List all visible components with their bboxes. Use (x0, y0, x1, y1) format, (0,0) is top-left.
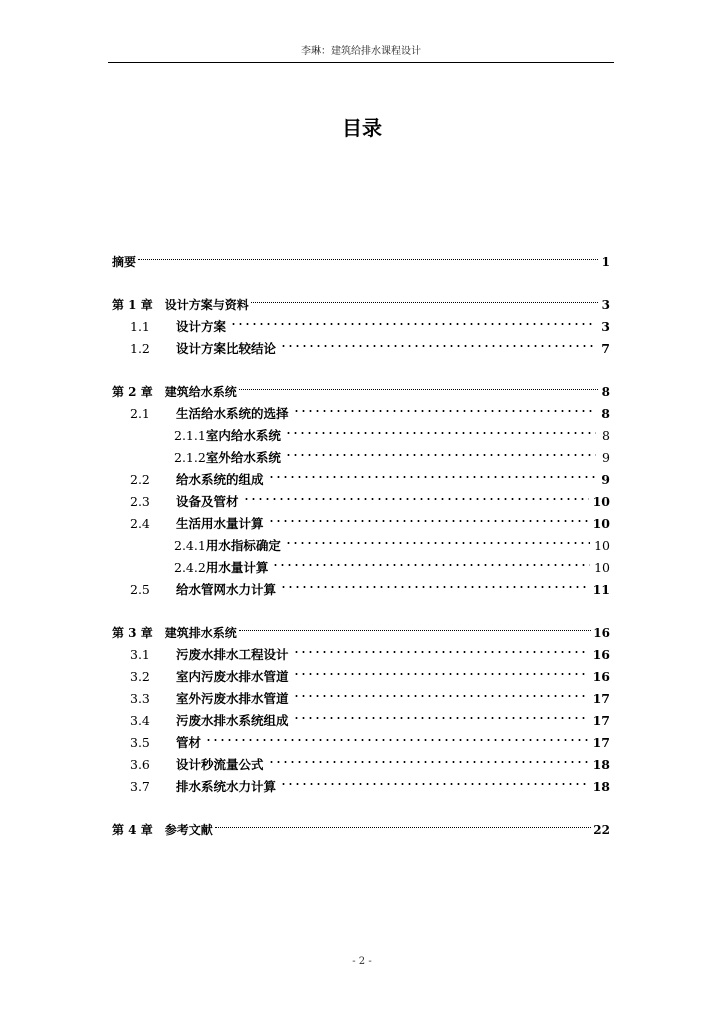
toc-subsection-number: 2.1.1 (174, 428, 206, 443)
toc-entry-label: 室外污废水排水管道 (176, 691, 289, 706)
dot-leader (266, 506, 591, 528)
dot-leader (266, 747, 591, 769)
dot-leader (203, 725, 591, 747)
toc-page-number: 10 (592, 494, 610, 509)
toc-page-number: 18 (592, 779, 610, 794)
toc-section-number: 3.5 (130, 735, 150, 750)
toc-entry-label: 设计秒流量公式 (176, 757, 264, 772)
toc-page-number: 17 (592, 691, 610, 706)
toc-page-number: 1 (601, 255, 610, 269)
toc-page-number: 18 (592, 757, 610, 772)
toc-section-number: 2.3 (130, 494, 150, 509)
toc-page-number: 10 (594, 560, 610, 575)
page-title: 目录 (342, 116, 382, 140)
dot-leader (291, 637, 591, 659)
page-footer (0, 956, 724, 967)
toc-entry-label: 室内给水系统 (205, 428, 281, 443)
dot-leader (228, 309, 598, 331)
dot-leader (270, 550, 592, 572)
toc-chapter-number: 第 4 章 (112, 823, 153, 837)
toc-page-number: 8 (601, 385, 610, 399)
toc-subsection-number: 2.4.1 (174, 538, 206, 553)
toc-entry-label: 用水指标确定 (205, 538, 281, 553)
toc-section-number: 2.2 (130, 472, 150, 487)
toc-page-number: 10 (592, 516, 610, 531)
dot-leader (278, 769, 591, 791)
toc-section-number: 3.1 (130, 647, 150, 662)
toc-page-number: 17 (592, 713, 610, 728)
table-of-contents (112, 244, 610, 837)
dot-leader (291, 659, 591, 681)
dot-leader (241, 484, 591, 506)
toc-entry-abstract[interactable] (112, 244, 610, 269)
dot-leader (291, 396, 598, 418)
toc-section-number: 2.4 (130, 516, 150, 531)
page-header (108, 44, 614, 63)
toc-section-number: 2.5 (130, 582, 150, 597)
dot-leader (278, 331, 598, 353)
dot-leader (266, 462, 598, 484)
toc-page-number: 8 (602, 428, 610, 443)
toc-chapter-number: 第 1 章 (112, 298, 153, 312)
toc-chapter-title: 参考文献 (164, 823, 213, 837)
toc-section-number: 3.4 (130, 713, 150, 728)
toc-section-number: 3.3 (130, 691, 150, 706)
toc-section-number: 2.1 (130, 406, 150, 421)
toc-page-number: 3 (601, 319, 610, 334)
toc-section-number: 3.6 (130, 757, 150, 772)
toc-section-number: 1.2 (130, 341, 150, 356)
toc-chapter-1[interactable] (112, 287, 610, 312)
dot-leader (291, 681, 591, 703)
page-number-label: - 2 - (352, 956, 372, 967)
toc-chapter-4[interactable] (112, 812, 610, 837)
dot-leader (283, 528, 592, 550)
toc-entry-label: 管材 (176, 735, 202, 750)
toc-chapter-2[interactable] (112, 374, 610, 399)
toc-chapter-title: 设计方案与资料 (164, 298, 249, 312)
toc-page-number: 16 (592, 647, 610, 662)
toc-entry-label: 室外给水系统 (205, 450, 281, 465)
toc-entry-label: 给水管网水力计算 (176, 582, 277, 597)
toc-entry-label: 生活用水量计算 (176, 516, 264, 531)
toc-subsection-number: 2.1.2 (174, 450, 206, 465)
toc-page-number: 7 (601, 341, 610, 356)
header-text: 李琳：建筑给排水课程设计 (301, 46, 421, 57)
toc-chapter-number: 第 2 章 (112, 385, 153, 399)
toc-entry-label: 设计方案比较结论 (176, 341, 277, 356)
toc-chapter-title: 建筑排水系统 (164, 626, 237, 640)
dot-leader (283, 418, 598, 440)
toc-entry-label: 排水系统水力计算 (176, 779, 277, 794)
toc-page-number: 3 (601, 298, 610, 312)
toc-entry-label: 设备及管材 (176, 494, 239, 509)
dot-leader (215, 812, 592, 834)
toc-chapter-3[interactable] (112, 615, 610, 640)
dot-leader (239, 374, 598, 396)
toc-page-number: 17 (592, 735, 610, 750)
dot-leader (283, 440, 598, 462)
toc-entry-label: 污废水排水工程设计 (176, 647, 289, 662)
toc-section-number: 3.2 (130, 669, 150, 684)
toc-entry-label: 用水量计算 (205, 560, 269, 575)
toc-page-number: 9 (602, 450, 610, 465)
toc-page-number: 16 (593, 626, 610, 640)
toc-page-number: 9 (601, 472, 610, 487)
toc-page-number: 22 (593, 823, 610, 837)
toc-page-number: 11 (592, 582, 610, 597)
toc-entry-label: 摘要 (112, 255, 137, 269)
toc-page-number: 16 (592, 669, 610, 684)
toc-page-number: 8 (601, 406, 610, 421)
toc-entry-label: 室内污废水排水管道 (176, 669, 289, 684)
toc-entry-label: 污废水排水系统组成 (176, 713, 289, 728)
toc-entry-label: 给水系统的组成 (176, 472, 264, 487)
toc-chapter-number: 第 3 章 (112, 626, 153, 640)
dot-leader (291, 703, 591, 725)
dot-leader (251, 287, 598, 309)
dot-leader (239, 615, 592, 637)
toc-section-number: 3.7 (130, 779, 150, 794)
dot-leader (278, 572, 591, 594)
toc-page-number: 10 (594, 538, 610, 553)
toc-chapter-title: 建筑给水系统 (164, 385, 237, 399)
toc-entry-label: 生活给水系统的选择 (176, 406, 289, 421)
toc-entry-label: 设计方案 (176, 319, 227, 334)
toc-subsection-number: 2.4.2 (174, 560, 206, 575)
dot-leader (138, 244, 598, 266)
toc-section-number: 1.1 (130, 319, 150, 334)
